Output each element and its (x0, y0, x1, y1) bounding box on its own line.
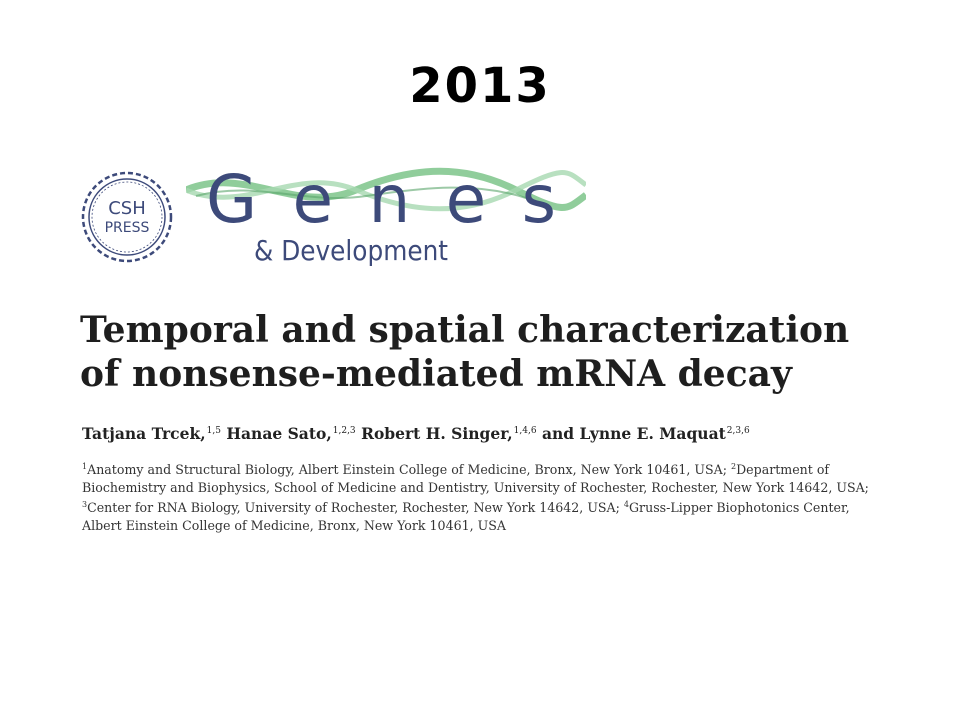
csh-logo-line2: PRESS (104, 220, 150, 236)
affiliation-number: 1 (82, 462, 88, 471)
affiliation-line (82, 458, 872, 479)
affiliation-text: Biochemistry and Biophysics, School of Medicine and Dentistry, University of Rochester, Rochester, New York 14642, USA; (82, 479, 869, 495)
author-name: Tatjana Trcek, (82, 424, 206, 443)
author-list (82, 424, 882, 443)
journal-subtitle: & Development (254, 234, 449, 267)
author-affiliation-marks: 2,3,6 (726, 426, 750, 436)
title-line-2: of nonsense-mediated mRNA decay (80, 353, 792, 395)
title-line-1: Temporal and spatial characterization (80, 309, 850, 351)
author-name: Robert H. Singer, (361, 424, 513, 443)
affiliation-text: Gruss-Lipper Biophotonics Center, (629, 500, 850, 515)
affiliation-number: 4 (623, 500, 629, 509)
affiliation-line (82, 479, 872, 497)
journal-name: Genes (206, 161, 556, 238)
affiliation-number: 3 (82, 500, 88, 509)
affiliation-text: Albert Einstein College of Medicine, Bronx, New York 10461, USA (82, 517, 506, 533)
affiliation-number: 2 (730, 462, 737, 471)
affiliation-text: Center for RNA Biology, University of Rochester, Rochester, New York 14642, USA; (87, 500, 624, 515)
author-name: and Lynne E. Maquat (541, 424, 726, 443)
author-affiliation-marks: 1,2,3 (332, 426, 356, 436)
genes-development-logo (186, 160, 586, 270)
affiliation-text: Anatomy and Structural Biology, Albert Einstein College of Medicine, Bronx, New York 10461, USA; (87, 462, 731, 477)
author-affiliation-marks: 1,4,6 (513, 426, 537, 436)
affiliation-line (82, 517, 872, 535)
author-name: Hanae Sato, (226, 424, 332, 443)
author-affiliation-marks: 1,5 (206, 426, 221, 436)
logo-row (80, 160, 556, 270)
csh-logo-line1: CSH (108, 198, 146, 219)
slide-year: 2013 (409, 58, 551, 114)
csh-press-logo (80, 170, 174, 264)
affiliation-line (82, 496, 872, 517)
affiliations (82, 458, 872, 534)
article-title (80, 308, 880, 396)
affiliation-text: Department of (736, 462, 830, 477)
